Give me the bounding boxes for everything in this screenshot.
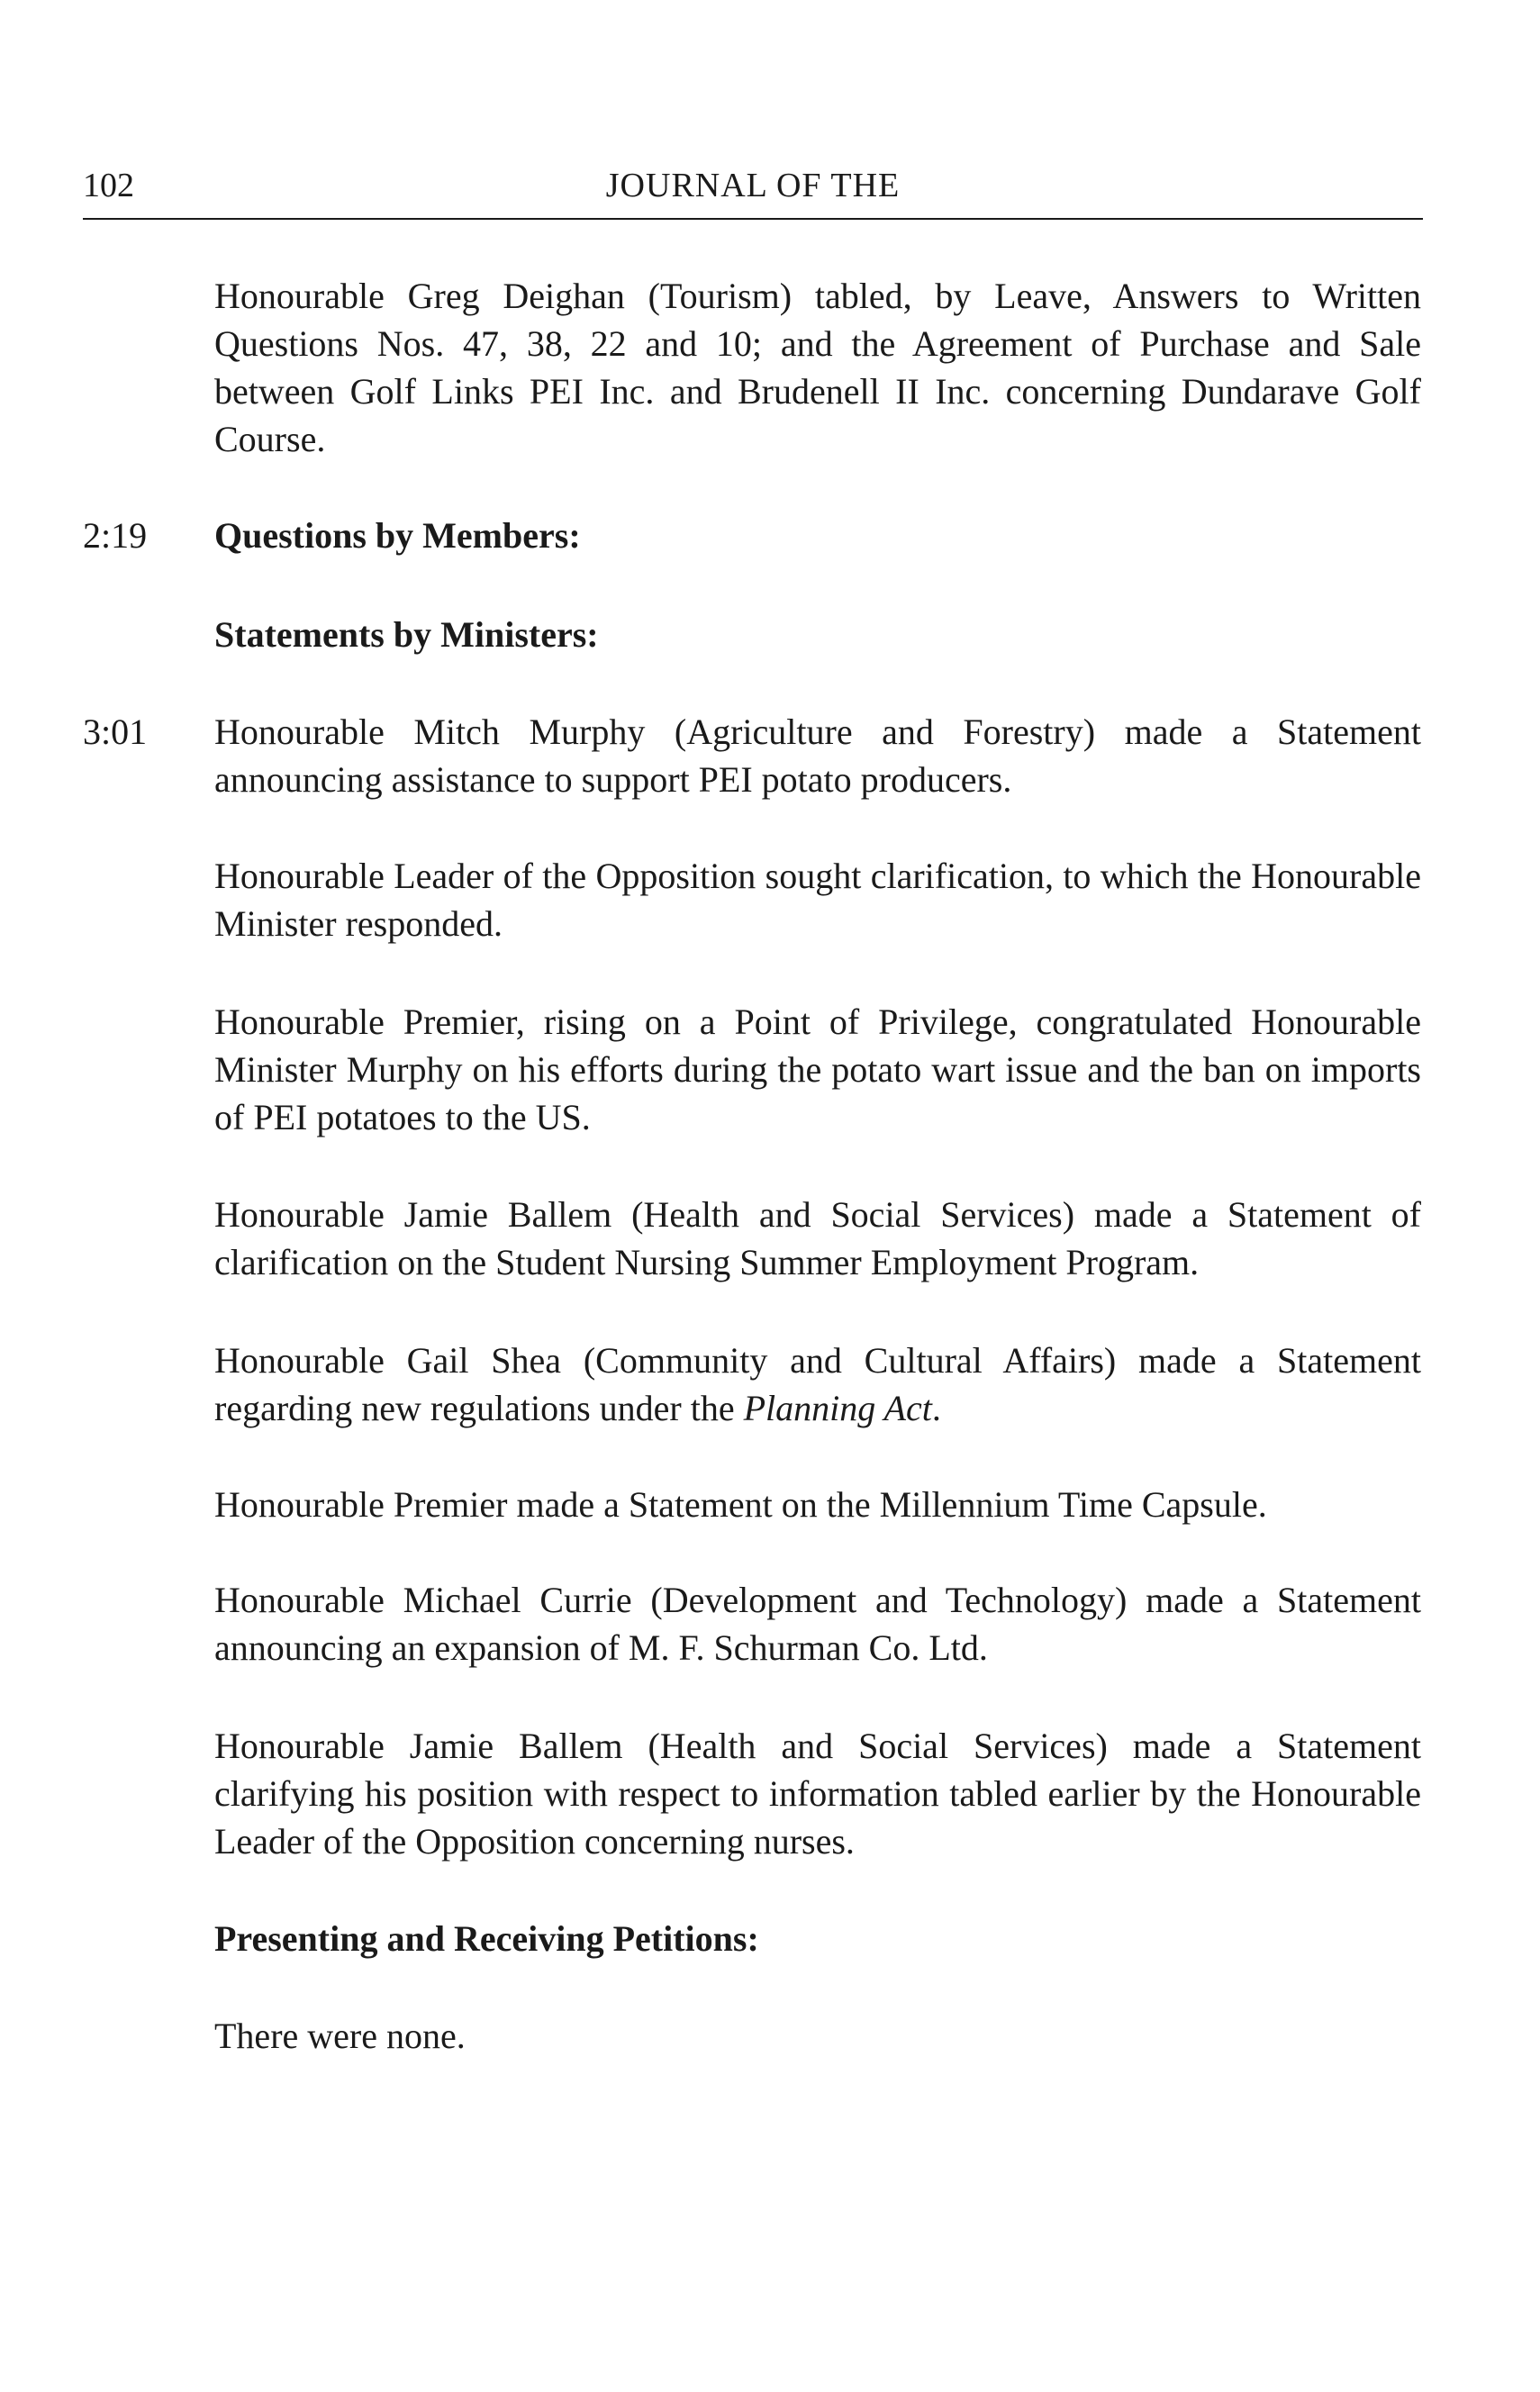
page-header (83, 168, 1423, 220)
journal-entry: Honourable Michael Currie (Development and Technology) made a Statement announcing an expansion of M. F. Schurman Co. Ltd. (214, 1580, 1421, 1668)
section-heading: Presenting and Receiving Petitions: (214, 1918, 759, 1959)
journal-entry (214, 1336, 1421, 1432)
entry-text: Honourable Gail Shea (Community and Cultural Affairs) made a Statement regarding new regulations under the (214, 1340, 1421, 1428)
journal-entry: Honourable Greg Deighan (Tourism) tabled, by Leave, Answers to Written Questions Nos. 47, 38, 22 and 10; and the Agreement of Purchase and Sale between Golf Links PEI Inc. and Brudenell II Inc. concerning Dundarave Golf Course. (214, 276, 1421, 459)
journal-entry: There were none. (214, 2016, 466, 2056)
journal-entry: Honourable Mitch Murphy (Agriculture and Forestry) made a Statement announcing assistance to support PEI potato producers. (214, 711, 1421, 800)
section-heading: Questions by Members: (214, 515, 581, 556)
entry-time: 2:19 (83, 515, 148, 556)
journal-entry: Honourable Premier made a Statement on the Millennium Time Capsule. (214, 1484, 1267, 1525)
section-heading: Statements by Ministers: (214, 614, 599, 655)
journal-entry: Honourable Premier, rising on a Point of Privilege, congratulated Honourable Minister Murphy on his efforts during the potato wart issue and the ban on imports of PEI potatoes to the US. (214, 1001, 1421, 1137)
journal-entry: Honourable Jamie Ballem (Health and Social Services) made a Statement of clarification on the Student Nursing Summer Employment Program. (214, 1194, 1421, 1282)
journal-entry: Honourable Jamie Ballem (Health and Social Services) made a Statement clarifying his position with respect to information tabled earlier by the Honourable Leader of the Opposition concerning nurses. (214, 1726, 1421, 1862)
entry-text-end: . (931, 1388, 941, 1428)
journal-entry: Honourable Leader of the Opposition sought clarification, to which the Honourable Minister responded. (214, 856, 1421, 944)
act-name: Planning Act (743, 1388, 932, 1428)
entry-time: 3:01 (83, 711, 148, 752)
page-number: 102 (83, 167, 134, 204)
running-head: JOURNAL OF THE (605, 167, 901, 204)
